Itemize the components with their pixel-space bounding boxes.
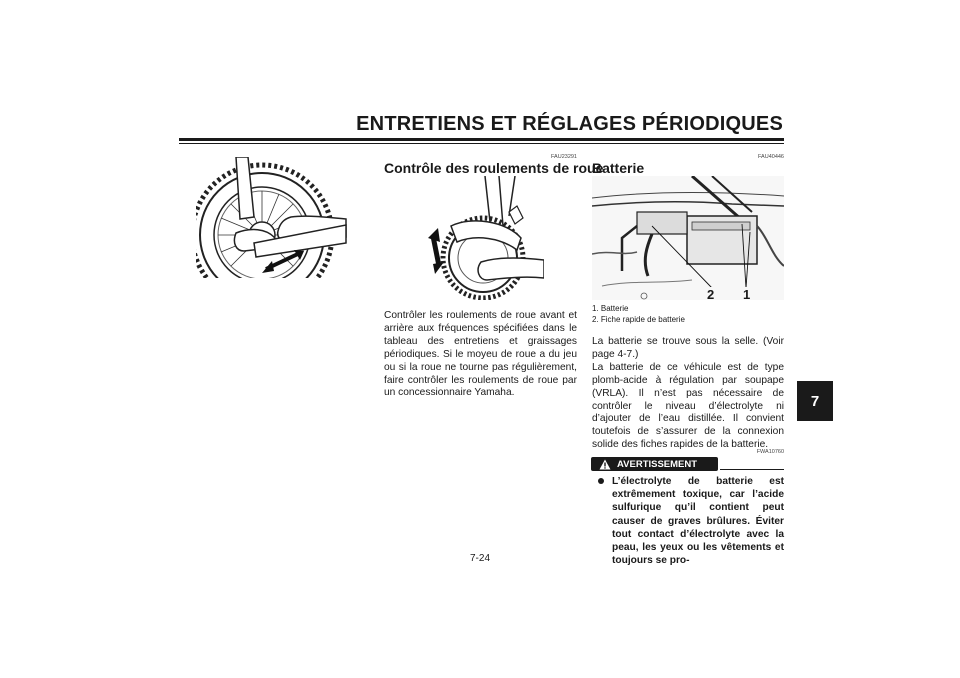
bearings-paragraph	[384, 310, 577, 400]
title-rule-thin	[179, 143, 784, 144]
callout-1: 1	[743, 287, 751, 300]
section-code: FAU40446	[758, 154, 784, 160]
hub-play-illustration	[421, 176, 544, 300]
wheel-check-illustration	[196, 157, 347, 278]
figure-captions	[592, 303, 784, 325]
battery-text-2: La batterie de ce véhicule est de type plomb-acide à régulation par soupape (VRLA). Il n’est pas nécessaire de contrôler le niveau d’électrolyte ni d’ajouter de l’eau distillée. Il convient toutefois de s’assurer de la connexion solide des fiches rapides de la batterie.	[592, 361, 784, 451]
bullet-dot-icon	[598, 478, 604, 484]
warning-label: AVERTISSEMENT	[617, 458, 698, 470]
page-number: 7-24	[469, 553, 490, 564]
battery-text-1: La batterie se trouve sous la selle. (Voir page 4-7.)	[592, 336, 784, 360]
warning-badge	[591, 457, 718, 471]
chapter-tab: 7	[797, 381, 833, 421]
callout-2: 2	[707, 287, 715, 300]
warning-text: L’électrolyte de batterie est extrêmement toxique, car l’acide sulfurique qu’il contient peut causer de graves brûlures. Éviter tout contact d’électrolyte avec la peau, les yeux ou les vêtements et toujours se pro-	[612, 476, 784, 567]
battery-location-illustration	[592, 176, 784, 300]
section-code: FAU23291	[551, 154, 577, 160]
caption-item: 1. Batterie	[592, 304, 629, 313]
section-heading-battery: Batterie	[592, 160, 645, 176]
section-heading-bearings: Contrôle des roulements de roue	[384, 160, 604, 176]
caption-item: 2. Fiche rapide de batterie	[592, 315, 685, 324]
warning-code: FWA10760	[756, 449, 784, 455]
page-title: ENTRETIENS ET RÉGLAGES PÉRIODIQUES	[356, 113, 783, 135]
title-rule	[179, 138, 784, 141]
battery-paragraphs	[592, 336, 784, 452]
warning-rule	[720, 469, 784, 470]
bearings-text: Contrôler les roulements de roue avant et arrière aux fréquences spécifiées dans le tableau des entretiens et graissages périodiques. Si le moyeu de roue a du jeu ou si la roue ne tourne pas régulièrement, faire contrôler les roulements de roue par un concessionnaire Yamaha.	[384, 310, 577, 399]
warning-triangle-icon	[599, 459, 611, 470]
